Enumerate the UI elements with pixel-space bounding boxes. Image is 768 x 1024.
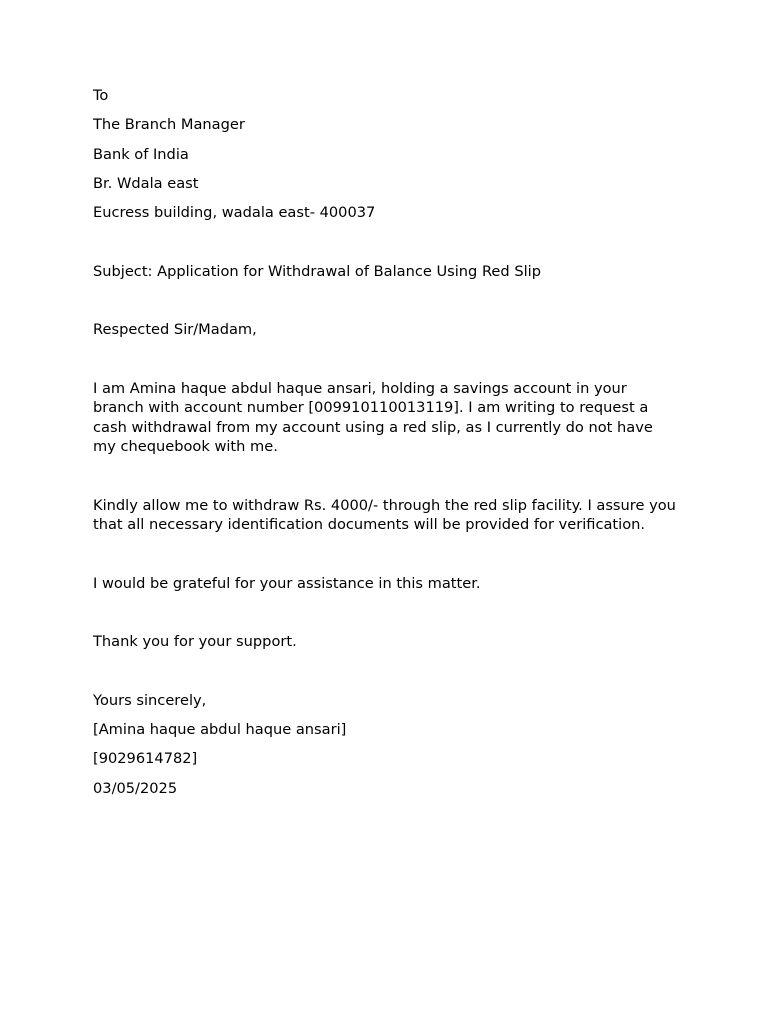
to-line: To — [93, 87, 109, 104]
paragraph-2: Kindly allow me to withdraw Rs. 4000/- through the red slip facility. I assure you that all necessary identification documents will be provided for verification. — [93, 496, 676, 534]
phone-number: [9029614782] — [93, 750, 198, 768]
subject-line: Subject: Application for Withdrawal of Balance Using Red Slip — [93, 262, 541, 280]
branch-line: Br. Wdala east — [93, 174, 199, 192]
paragraph-3: I would be grateful for your assistance in this matter. — [93, 574, 481, 592]
bank-line: Bank of India — [93, 145, 189, 163]
address-line: Eucress building, wadala east- 400037 — [93, 204, 376, 222]
signature-name: [Amina haque abdul haque ansari] — [93, 720, 347, 738]
letter-date: 03/05/2025 — [93, 779, 178, 797]
salutation: Respected Sir/Madam, — [93, 321, 257, 339]
recipient-line: The Branch Manager — [93, 116, 245, 134]
thanks-line: Thank you for your support. — [93, 633, 297, 651]
letter-body — [93, 86, 678, 798]
paragraph-1: I am Amina haque abdul haque ansari, holding a savings account in your branch with account number [009910110013119]. I am writing to request a cash withdrawal from my account using a red slip, as I currently do not have my chequebook with me. — [93, 379, 653, 456]
closing-line: Yours sincerely, — [93, 691, 207, 709]
